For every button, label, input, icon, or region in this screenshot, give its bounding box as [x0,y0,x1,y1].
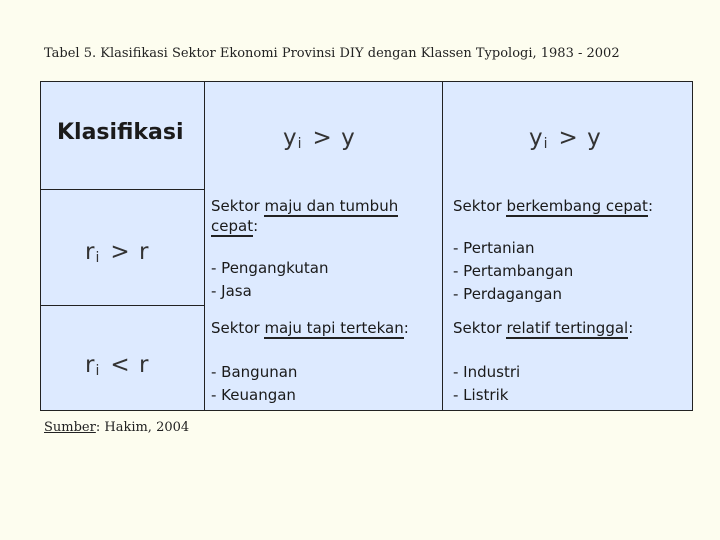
list-item: - Pertambangan [453,262,574,280]
source-note [44,420,189,435]
list-item: - Pertanian [453,239,535,257]
list-maju-tertekan [211,361,297,407]
list-item: - Bangunan [211,363,298,381]
cell-prefix: Sektor [453,197,507,215]
cell-suffix: : [628,319,634,337]
cell-prefix: Sektor [453,319,507,337]
cell-prefix: Sektor [211,319,265,337]
header-yi-gt-y-col2 [529,125,602,151]
table-caption: Tabel 5. Klasifikasi Sektor Ekonomi Provinsi DIY dengan Klassen Typologi, 1983 - 2002 [44,46,620,61]
cell-term: berkembang cepat [506,197,648,215]
row1-rhs: r [138,239,150,265]
cell-relatif-tertinggal-heading [453,318,633,338]
column-divider [442,82,443,410]
row2-rhs: r [138,352,150,378]
cell-prefix: Sektor [211,197,265,215]
list-berkembang-cepat [453,237,573,306]
row-divider [41,189,204,190]
column-divider [204,82,205,410]
row-ri-lt-r [85,352,149,378]
cell-suffix: : [253,217,259,235]
header-col2-op: > [558,125,579,151]
source-label: Sumber [44,420,96,435]
cell-maju-tumbuh-heading [211,196,436,236]
list-item: - Jasa [211,282,252,300]
cell-suffix: : [647,197,653,215]
header-klasifikasi: Klasifikasi [57,120,184,145]
cell-term: maju tapi tertekan [264,319,404,337]
cell-term: relatif tertinggal [506,319,629,337]
header-col2-base: y [529,125,544,151]
header-col1-rhs: y [341,125,356,151]
row2-sub: i [95,363,101,379]
source-text: : Hakim, 2004 [95,420,190,435]
list-item: - Pengangkutan [211,259,329,277]
list-item: - Listrik [453,386,509,404]
row1-op: > [110,239,131,265]
list-item: - Keuangan [211,386,296,404]
cell-berkembang-cepat-heading [453,196,653,216]
list-item: - Industri [453,363,521,381]
row1-base: r [85,239,96,265]
list-relatif-tertinggal [453,361,520,407]
header-col1-sub: i [297,136,303,152]
header-col2-rhs: y [587,125,602,151]
cell-term: maju dan tumbuh cepat [211,197,399,235]
header-yi-gt-y-col1 [283,125,356,151]
klassen-typology-table [40,81,693,411]
header-col1-op: > [312,125,333,151]
cell-suffix: : [403,319,409,337]
row1-sub: i [95,250,101,266]
header-col2-sub: i [543,136,549,152]
list-item: - Perdagangan [453,285,562,303]
row2-base: r [85,352,96,378]
row2-op: < [110,352,131,378]
row-divider [41,305,204,306]
cell-maju-tertekan-heading [211,318,409,338]
row-ri-gt-r [85,239,149,265]
header-col1-base: y [283,125,298,151]
list-maju-tumbuh [211,257,328,303]
